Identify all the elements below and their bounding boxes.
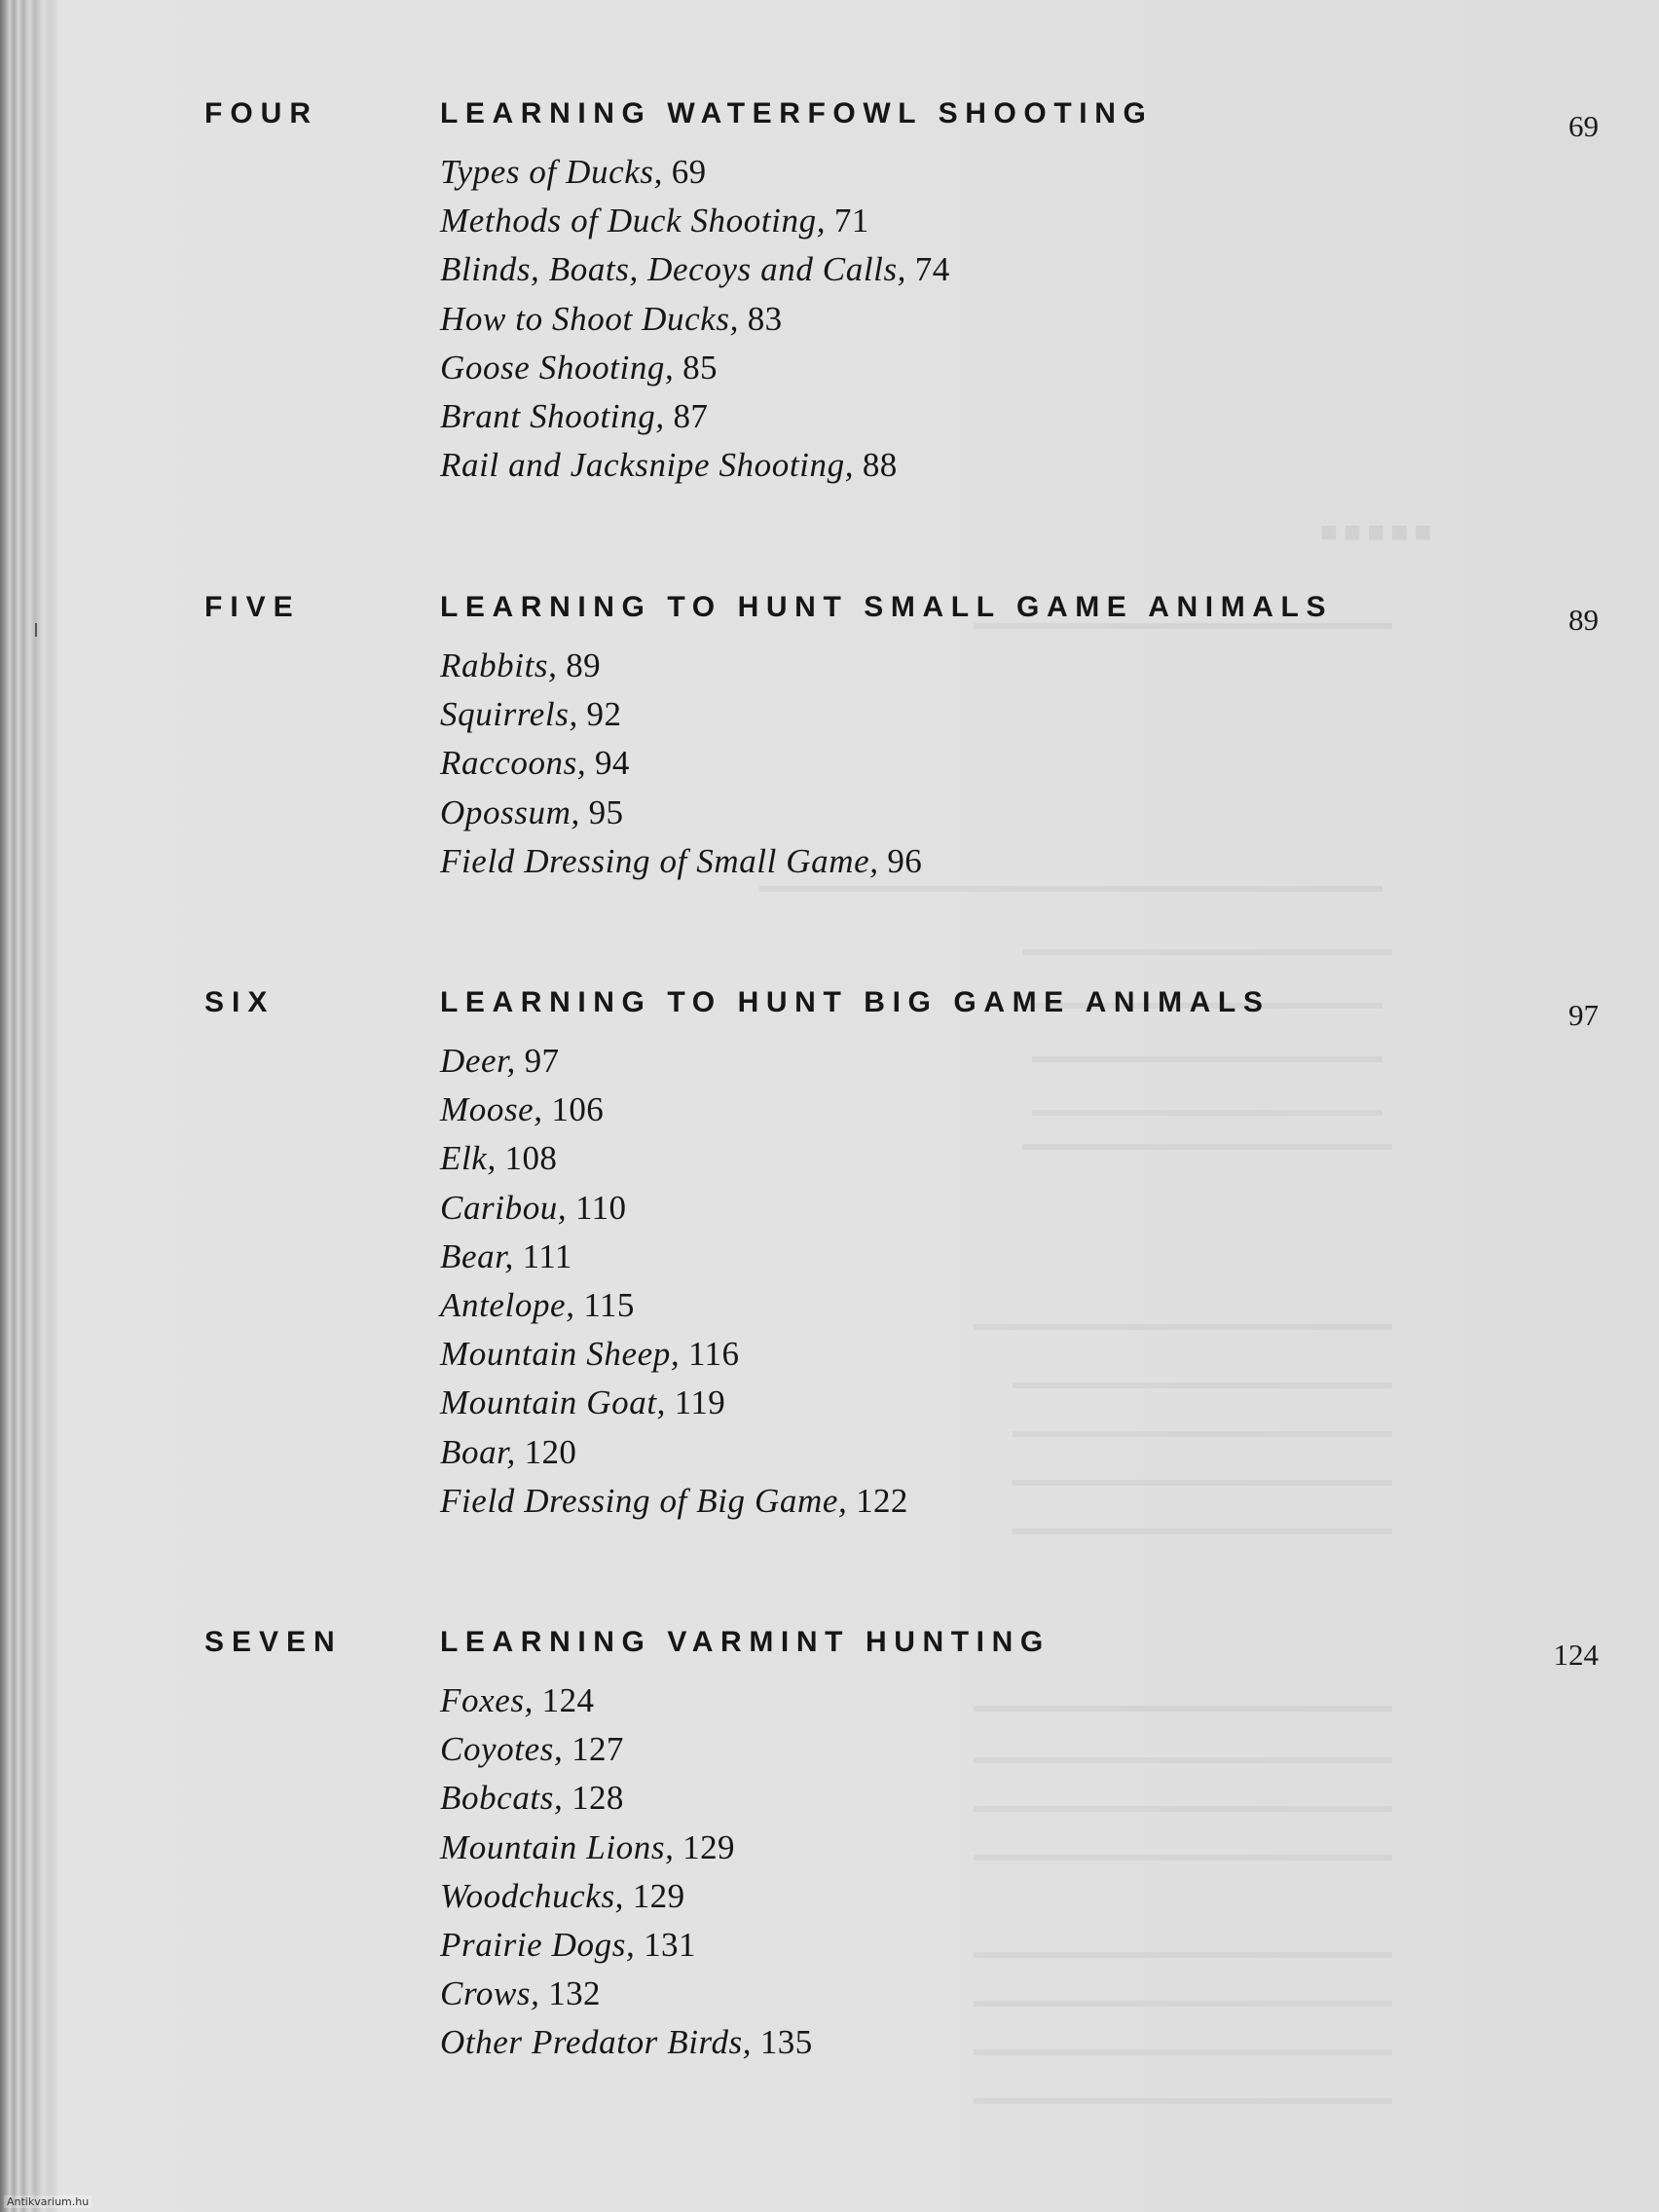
entry-page: 106 bbox=[551, 1090, 605, 1129]
chapter-page-number: 89 bbox=[1568, 603, 1599, 637]
entry-page: 119 bbox=[674, 1383, 726, 1422]
entry-page: 110 bbox=[575, 1188, 627, 1227]
toc-entry bbox=[440, 1037, 908, 1086]
chapter-page-number: 124 bbox=[1553, 1638, 1599, 1672]
entry-page: 83 bbox=[747, 299, 783, 338]
chapter-title: LEARNING VARMINT HUNTING bbox=[440, 1626, 1051, 1658]
entry-title: Foxes, bbox=[440, 1681, 534, 1719]
entry-title: Mountain Sheep, bbox=[440, 1335, 681, 1374]
entry-title: Rail and Jacksnipe Shooting, bbox=[440, 446, 855, 485]
entry-title: Moose, bbox=[440, 1090, 543, 1129]
toc-entry bbox=[440, 1921, 813, 1970]
toc-entry bbox=[440, 1970, 813, 2018]
chapter-number: FOUR bbox=[204, 97, 318, 129]
toc-entry bbox=[440, 1677, 813, 1725]
entry-title: Squirrels, bbox=[440, 695, 578, 734]
entry-title: Coyotes, bbox=[440, 1730, 564, 1769]
toc-entry bbox=[440, 1184, 908, 1233]
entry-title: Elk, bbox=[440, 1139, 497, 1178]
entry-page: 94 bbox=[594, 744, 630, 783]
entry-page: 71 bbox=[833, 202, 869, 240]
entry-title: Caribou, bbox=[440, 1188, 568, 1227]
toc-entry bbox=[440, 441, 950, 490]
entry-title: How to Shoot Ducks, bbox=[440, 299, 739, 338]
entry-title: Bobcats, bbox=[440, 1779, 564, 1818]
chapter-title: LEARNING TO HUNT BIG GAME ANIMALS bbox=[440, 986, 1271, 1018]
toc-entry bbox=[440, 1872, 813, 1921]
toc-entry bbox=[440, 148, 950, 197]
entry-title: Woodchucks, bbox=[440, 1876, 625, 1915]
entry-title: Boar, bbox=[440, 1432, 516, 1471]
entry-title: Field Dressing of Big Game, bbox=[440, 1481, 848, 1520]
entry-page: 87 bbox=[673, 396, 709, 435]
entry-title: Antelope, bbox=[440, 1285, 575, 1324]
chapter-entries bbox=[440, 642, 922, 886]
entry-title: Opossum, bbox=[440, 793, 580, 831]
entry-page: 85 bbox=[682, 348, 718, 387]
entry-page: 69 bbox=[671, 153, 707, 191]
entry-page: 120 bbox=[524, 1432, 577, 1471]
entry-page: 97 bbox=[524, 1042, 560, 1080]
entry-page: 111 bbox=[522, 1236, 572, 1275]
entry-title: Types of Ducks, bbox=[440, 153, 663, 191]
chapter-number: FIVE bbox=[204, 591, 301, 623]
toc-entry bbox=[440, 1379, 908, 1427]
toc-entry bbox=[440, 690, 922, 739]
toc-entry bbox=[440, 295, 950, 344]
entry-title: Other Predator Birds, bbox=[440, 2023, 753, 2062]
entry-page: 122 bbox=[856, 1481, 908, 1520]
entry-title: Crows, bbox=[440, 1974, 540, 2013]
toc-entry bbox=[440, 1477, 908, 1526]
entry-title: Goose Shooting, bbox=[440, 348, 675, 387]
chapter-title: LEARNING TO HUNT SMALL GAME ANIMALS bbox=[440, 591, 1334, 623]
entry-page: 95 bbox=[588, 793, 624, 831]
chapter-number: SEVEN bbox=[204, 1626, 343, 1658]
toc-entry bbox=[440, 642, 922, 690]
entry-page: 116 bbox=[687, 1335, 740, 1374]
entry-page: 96 bbox=[887, 841, 923, 880]
toc-entry bbox=[440, 1233, 908, 1281]
entry-page: 92 bbox=[586, 695, 622, 734]
entry-title: Prairie Dogs, bbox=[440, 1925, 636, 1964]
entry-page: 89 bbox=[566, 646, 602, 684]
entry-title: Mountain Lions, bbox=[440, 1827, 675, 1866]
entry-title: Brant Shooting, bbox=[440, 396, 665, 435]
toc-entry bbox=[440, 344, 950, 392]
entry-page: 128 bbox=[571, 1779, 624, 1818]
entry-page: 135 bbox=[759, 2023, 813, 2062]
toc-entry bbox=[440, 837, 922, 886]
entry-title: Blinds, Boats, Decoys and Calls, bbox=[440, 250, 907, 289]
entry-title: Rabbits, bbox=[440, 646, 558, 684]
toc-entry bbox=[440, 1330, 908, 1379]
chapter-page-number: 69 bbox=[1568, 109, 1599, 143]
toc-entry bbox=[440, 1428, 908, 1477]
watermark-text: Antikvarium.hu bbox=[4, 2195, 92, 2208]
toc-entry bbox=[440, 1134, 908, 1183]
entry-page: 115 bbox=[583, 1285, 635, 1324]
toc-entry bbox=[440, 1281, 908, 1330]
chapter-number: SIX bbox=[204, 986, 276, 1018]
entry-title: Methods of Duck Shooting, bbox=[440, 202, 827, 240]
entry-title: Field Dressing of Small Game, bbox=[440, 841, 879, 880]
entry-page: 74 bbox=[914, 250, 950, 289]
page-binding-edge bbox=[0, 0, 58, 2212]
toc-entry bbox=[440, 789, 922, 837]
toc-entry bbox=[440, 392, 950, 441]
chapter-entries bbox=[440, 148, 950, 490]
toc-entry bbox=[440, 739, 922, 788]
entry-page: 129 bbox=[682, 1827, 735, 1866]
toc-entry bbox=[440, 1824, 813, 1872]
toc-entry bbox=[440, 2018, 813, 2067]
chapter-page-number: 97 bbox=[1568, 998, 1599, 1032]
toc-entry bbox=[440, 197, 950, 245]
entry-title: Deer, bbox=[440, 1042, 516, 1080]
entry-title: Mountain Goat, bbox=[440, 1383, 667, 1422]
toc-entry bbox=[440, 1725, 813, 1774]
show-through-texture: ■■■■■ bbox=[0, 0, 1659, 2212]
entry-title: Raccoons, bbox=[440, 744, 587, 783]
entry-page: 132 bbox=[548, 1974, 601, 2013]
entry-page: 127 bbox=[571, 1730, 624, 1769]
toc-entry bbox=[440, 1086, 908, 1134]
entry-page: 124 bbox=[541, 1681, 595, 1719]
toc-entry bbox=[440, 1774, 813, 1823]
toc-entry bbox=[440, 245, 950, 294]
entry-page: 108 bbox=[504, 1139, 558, 1178]
entry-page: 88 bbox=[862, 446, 898, 485]
chapter-entries bbox=[440, 1037, 908, 1526]
entry-title: Bear, bbox=[440, 1236, 514, 1275]
entry-page: 131 bbox=[644, 1925, 696, 1964]
chapter-entries bbox=[440, 1677, 813, 2068]
entry-page: 129 bbox=[632, 1876, 685, 1915]
binding-mark bbox=[35, 623, 37, 637]
chapter-title: LEARNING WATERFOWL SHOOTING bbox=[440, 97, 1154, 129]
